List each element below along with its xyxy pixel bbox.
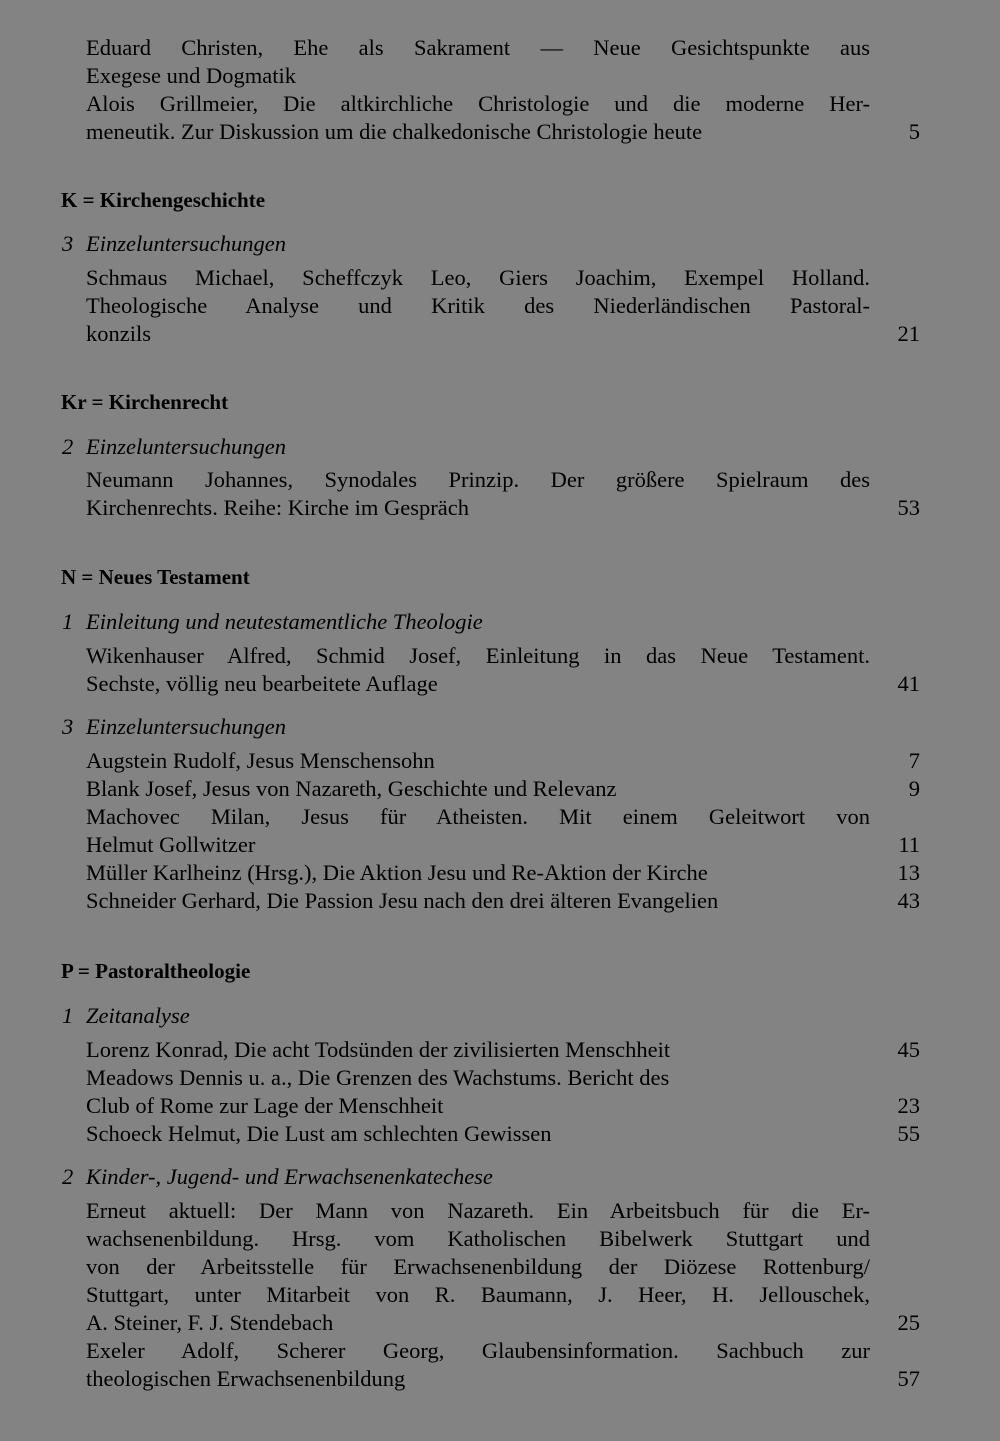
entry-line: konzils	[86, 321, 151, 346]
entry-line: Lorenz Konrad, Die acht Todsünden der zivilisierten Menschheit	[86, 1037, 671, 1062]
subsection-number: 1	[62, 1003, 74, 1028]
entry-line: Neumann Johannes, Synodales Prinzip. Der größere Spielraum des	[86, 467, 870, 492]
entry-line: Club of Rome zur Lage der Menschheit	[86, 1093, 444, 1118]
entry-line: meneutik. Zur Diskussion um die chalkedonische Christologie heute	[86, 119, 703, 144]
entry-line: Schneider Gerhard, Die Passion Jesu nach den drei älteren Evangelien	[86, 888, 719, 913]
entry-line: Machovec Milan, Jesus für Atheisten. Mit einem Geleitwort von	[86, 804, 870, 829]
entry-line: Helmut Gollwitzer	[86, 832, 256, 857]
page-number: 43	[897, 888, 920, 913]
page-number: 9	[908, 776, 920, 801]
entry-line: Blank Josef, Jesus von Nazareth, Geschichte und Relevanz	[86, 776, 617, 801]
subsection-heading	[62, 1163, 493, 1191]
section-heading: K = Kirchengeschichte	[61, 188, 266, 212]
section-heading: P = Pastoraltheologie	[61, 959, 251, 983]
section-heading: Kr = Kirchenrecht	[61, 390, 229, 414]
subsection-heading	[62, 230, 286, 258]
subsection-number: 1	[62, 609, 74, 634]
subsection-title: Einleitung und neutestamentliche Theologie	[86, 609, 483, 634]
entry-line: Müller Karlheinz (Hrsg.), Die Aktion Jesu und Re-Aktion der Kirche	[86, 860, 708, 885]
entry-line: von der Arbeitsstelle für Erwachsenenbildung der Diözese Rottenburg/	[86, 1254, 870, 1279]
subsection-number: 2	[62, 1164, 74, 1189]
entry-line: Augstein Rudolf, Jesus Menschensohn	[86, 748, 435, 773]
entry-line: Alois Grillmeier, Die altkirchliche Christologie und die moderne Her-	[86, 91, 870, 116]
subsection-title: Einzeluntersuchungen	[86, 231, 286, 256]
page-number: 21	[897, 321, 920, 346]
subsection-title: Einzeluntersuchungen	[86, 714, 286, 739]
entry-line: Meadows Dennis u. a., Die Grenzen des Wachstums. Bericht des	[86, 1065, 670, 1090]
entry-line: Schoeck Helmut, Die Lust am schlechten Gewissen	[86, 1121, 552, 1146]
entry-line: wachsenenbildung. Hrsg. vom Katholischen Bibelwerk Stuttgart und	[86, 1226, 870, 1251]
page-number: 13	[897, 860, 920, 885]
subsection-number: 3	[62, 231, 74, 256]
entry-line: Stuttgart, unter Mitarbeit von R. Baumann, J. Heer, H. Jellouschek,	[86, 1282, 870, 1307]
entry-line: Wikenhauser Alfred, Schmid Josef, Einleitung in das Neue Testament.	[86, 643, 870, 668]
entry-line: Eduard Christen, Ehe als Sakrament — Neue Gesichtspunkte aus	[86, 35, 870, 60]
entry-line: Kirchenrechts. Reihe: Kirche im Gespräch	[86, 495, 469, 520]
entry-line: theologischen Erwachsenenbildung	[86, 1366, 406, 1391]
page-number: 5	[908, 119, 920, 144]
subsection-heading	[62, 713, 286, 741]
subsection-title: Einzeluntersuchungen	[86, 434, 286, 459]
subsection-title: Kinder-, Jugend- und Erwachsenenkatechese	[86, 1164, 493, 1189]
entry-line: Theologische Analyse und Kritik des Niederländischen Pastoral-	[86, 293, 870, 318]
subsection-heading	[62, 608, 483, 636]
page-number: 57	[897, 1366, 920, 1391]
page-number: 7	[908, 748, 920, 773]
page-number: 45	[897, 1037, 920, 1062]
page-number: 55	[897, 1121, 920, 1146]
section-heading: N = Neues Testament	[61, 565, 250, 589]
entry-line: Exeler Adolf, Scherer Georg, Glaubensinformation. Sachbuch zur	[86, 1338, 870, 1363]
subsection-heading	[62, 1002, 190, 1030]
entry-line: A. Steiner, F. J. Stendebach	[86, 1310, 334, 1335]
page-number: 11	[898, 832, 920, 857]
subsection-heading	[62, 433, 286, 461]
subsection-title: Zeitanalyse	[86, 1003, 190, 1028]
entry-line: Exegese und Dogmatik	[86, 63, 296, 88]
entry-line: Schmaus Michael, Scheffczyk Leo, Giers Joachim, Exempel Holland.	[86, 265, 870, 290]
page-number: 41	[897, 671, 920, 696]
page-number: 53	[897, 495, 920, 520]
page-number: 23	[897, 1093, 920, 1118]
subsection-number: 2	[62, 434, 74, 459]
entry-line: Erneut aktuell: Der Mann von Nazareth. Ein Arbeitsbuch für die Er-	[86, 1198, 870, 1223]
entry-line: Sechste, völlig neu bearbeitete Auflage	[86, 671, 438, 696]
subsection-number: 3	[62, 714, 74, 739]
page-number: 25	[897, 1310, 920, 1335]
